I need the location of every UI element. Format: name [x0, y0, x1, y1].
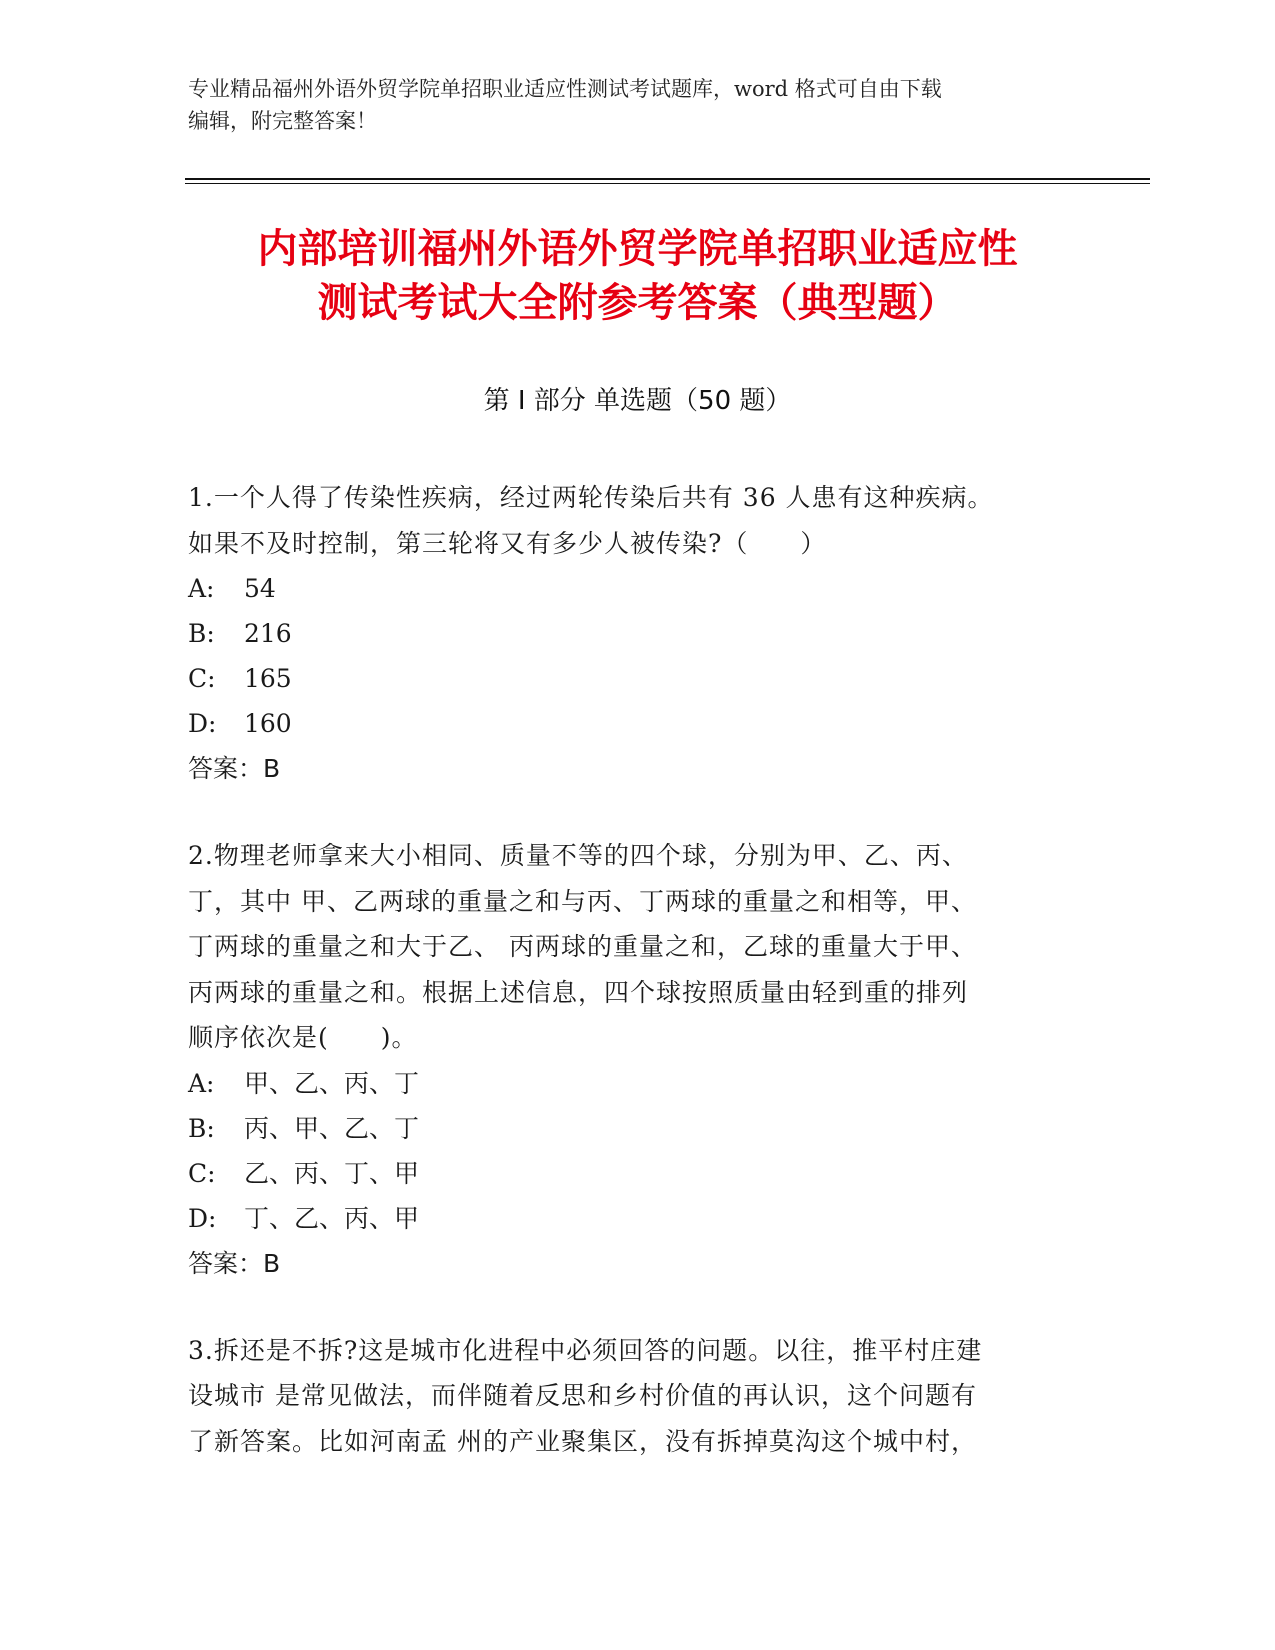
stem-line: 丙两球的重量之和。根据上述信息，四个球按照质量由轻到重的排列 [188, 977, 969, 1007]
title-line-2: 测试考试大全附参考答案（典型题） [317, 280, 958, 326]
question-stem [188, 1328, 1088, 1465]
option-c [188, 1151, 1088, 1196]
option-d [188, 1196, 1088, 1241]
option-text: 甲、乙、丙、丁 [244, 1068, 420, 1098]
option-a [188, 1061, 1088, 1106]
question-stem [188, 475, 1088, 566]
stem-line: 丁，其中 甲、乙两球的重量之和与丙、丁两球的重量之和相等，甲、 [188, 886, 977, 916]
option-text: 160 [244, 709, 292, 738]
option-text: 54 [244, 574, 276, 603]
option-key: B: [188, 619, 215, 648]
document-title [0, 222, 1275, 330]
question-3 [188, 1328, 1088, 1465]
header-line-2: 编辑，附完整答案！ [188, 109, 377, 133]
option-text: 216 [244, 619, 292, 648]
option-text: 丁、乙、丙、甲 [244, 1203, 420, 1233]
option-text: 丙、甲、乙、丁 [244, 1113, 420, 1143]
question-stem [188, 833, 1088, 1061]
option-key: C: [188, 1158, 216, 1188]
stem-line: 2.物理老师拿来大小相同、质量不等的四个球，分别为甲、乙、丙、 [188, 841, 968, 870]
stem-line: 了新答案。比如河南孟 州的产业聚集区，没有拆掉莫沟这个城中村， [188, 1426, 977, 1456]
document-header [188, 73, 1068, 137]
answer: 答案：B [188, 754, 281, 783]
stem-line: 1.一个人得了传染性疾病，经过两轮传染后共有 36 人患有这种疾病。 [188, 483, 994, 512]
question-2 [188, 833, 1088, 1286]
stem-line: 设城市 是常见做法，而伴随着反思和乡村价值的再认识，这个问题有 [188, 1381, 977, 1410]
option-c [188, 656, 1088, 701]
title-line-1: 内部培训福州外语外贸学院单招职业适应性 [257, 226, 1018, 272]
question-list [188, 475, 1088, 1506]
option-b [188, 1106, 1088, 1151]
question-1 [188, 475, 1088, 791]
header-divider-thin [185, 183, 1150, 184]
option-key: A: [188, 1068, 215, 1098]
stem-line: 如果不及时控制，第三轮将又有多少人被传染?（ ） [188, 528, 827, 558]
option-key: B: [188, 1113, 215, 1143]
option-key: D: [188, 709, 217, 738]
option-text: 乙、丙、丁、甲 [244, 1158, 420, 1188]
option-d [188, 701, 1088, 746]
option-a [188, 566, 1088, 611]
header-line-1: 专业精品福州外语外贸学院单招职业适应性测试考试题库，word 格式可自由下载 [188, 77, 942, 101]
section-heading: 第 I 部分 单选题（50 题） [483, 386, 792, 416]
option-key: C: [188, 664, 216, 693]
answer: 答案：B [188, 1248, 281, 1278]
stem-line: 顺序依次是( )。 [188, 1023, 418, 1052]
stem-line: 3.拆还是不拆?这是城市化进程中必须回答的问题。以往，推平村庄建 [188, 1335, 983, 1365]
stem-line: 丁两球的重量之和大于乙、 丙两球的重量之和，乙球的重量大于甲、 [188, 932, 977, 961]
option-text: 165 [244, 664, 292, 693]
option-key: A: [188, 574, 215, 603]
header-divider-thick [185, 178, 1150, 180]
option-key: D: [188, 1203, 217, 1233]
option-b [188, 611, 1088, 656]
